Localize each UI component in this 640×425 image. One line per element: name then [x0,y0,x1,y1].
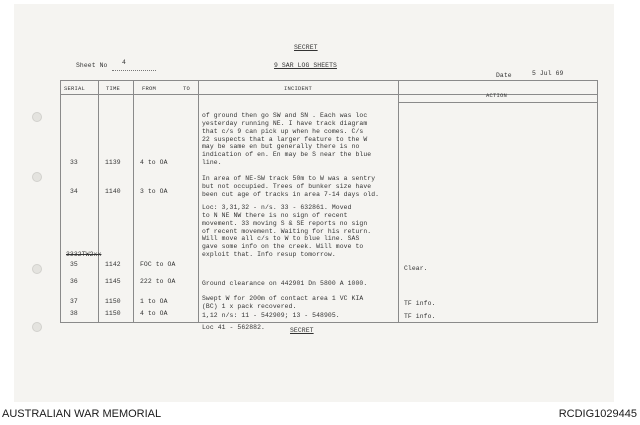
secret-bottom: SECRET [290,327,314,334]
table-row-fromto: 4 to OA [140,310,168,317]
log-title: 9 SAR LOG SHEETS [274,62,337,69]
table-row-time: 1145 [105,278,121,285]
col-header-incident: INCIDENT [284,85,313,92]
sheet-label: Sheet No [76,62,108,69]
secret-top: SECRET [294,44,318,51]
table-row-time: 1150 [105,310,121,317]
col-divider [133,80,134,322]
table-row-incident: of ground then go SW and SN . Each was loc yesterday running NE. I have track diagram that c/s 9 can pick up when he comes. C/s 22 suspects that a larger feature to the W may be same en but generally there is no indication of en. En may be S near the blue line. [202,111,372,167]
table-row-incident: In area of NE-SW track 50m to W was a sentry but not occupied. Trees of bunker size have been cut age of tracks in area 7-14 days old. [202,174,380,198]
col-header-serial: SERIAL [64,85,86,92]
table-row-serial: 36 [70,278,78,285]
table-row-serial: 34 [70,188,78,195]
table-row-serial: 37 [70,298,78,305]
table-row-incident: Ground clearance on 442901 Dn 5800 A 1000. [202,279,368,287]
table-row-incident: Loc: 3,31,32 - n/s. 33 - 632861. Moved to N NE NW there is no sign of recent movement. 33 moving S & SE reports no sign of recent movement. Waiting for his return. Will move all c/s to W to blue line. SAS gave some info on the creek. Will move to exploit that. Info resup tomorrow. [202,203,372,259]
punch-hole [32,112,42,122]
col-divider [597,80,598,322]
col-divider [198,80,199,322]
punch-hole [32,322,42,332]
record-reference: RCDIG1029445 [558,408,637,420]
date-value: 5 Jul 69 [532,70,564,77]
col-header-time: TIME [106,85,121,92]
table-row-fromto: 1 to OA [140,298,168,305]
sheet-number: 4 [122,59,126,66]
table-row-time: 1139 [105,159,121,166]
table-row-action: TF info. [404,300,436,307]
table-row-serial: 35 [70,261,78,268]
table-row-incident: 1,12 n/s: 11 - 542909; 13 - 548905. [202,312,340,319]
col-divider [98,80,99,322]
table-row-incident: Loc 41 - 562882. [202,324,265,331]
table-row-action: TF info. [404,313,436,320]
table-row-fromto: 4 to OA [140,159,168,166]
table-row-incident: Swept W for 200m of contact area 1 VC KIA (BC) 1 x pack recovered. [202,294,364,310]
table-row-time: 1150 [105,298,121,305]
table-row-time: 1140 [105,188,121,195]
table-top-border [60,80,598,81]
header-bottom-border [60,94,598,95]
table-row-fromto: 3 to OA [140,188,168,195]
punch-hole [32,264,42,274]
table-row-action: Clear. [404,265,428,272]
col-header-action: ACTION [486,92,508,99]
table-row-serial: 38 [70,310,78,317]
table-row-fromto: 222 to OA [140,278,176,285]
table-row-fromto: FOC to OA [140,261,176,268]
date-label: Date [496,72,512,79]
sheet-number-dots [112,70,156,71]
table-row-serial: 33 [70,159,78,166]
col-divider [398,80,399,322]
source-credit: AUSTRALIAN WAR MEMORIAL [2,408,162,420]
col-header-from: FROM [142,85,157,92]
col-header-to: TO [183,85,191,92]
punch-hole [32,172,42,182]
action-header-line [398,102,597,103]
struck-out-entry: 3332TW2xx [66,251,102,258]
table-row-time: 1142 [105,261,121,268]
col-divider [60,80,61,322]
